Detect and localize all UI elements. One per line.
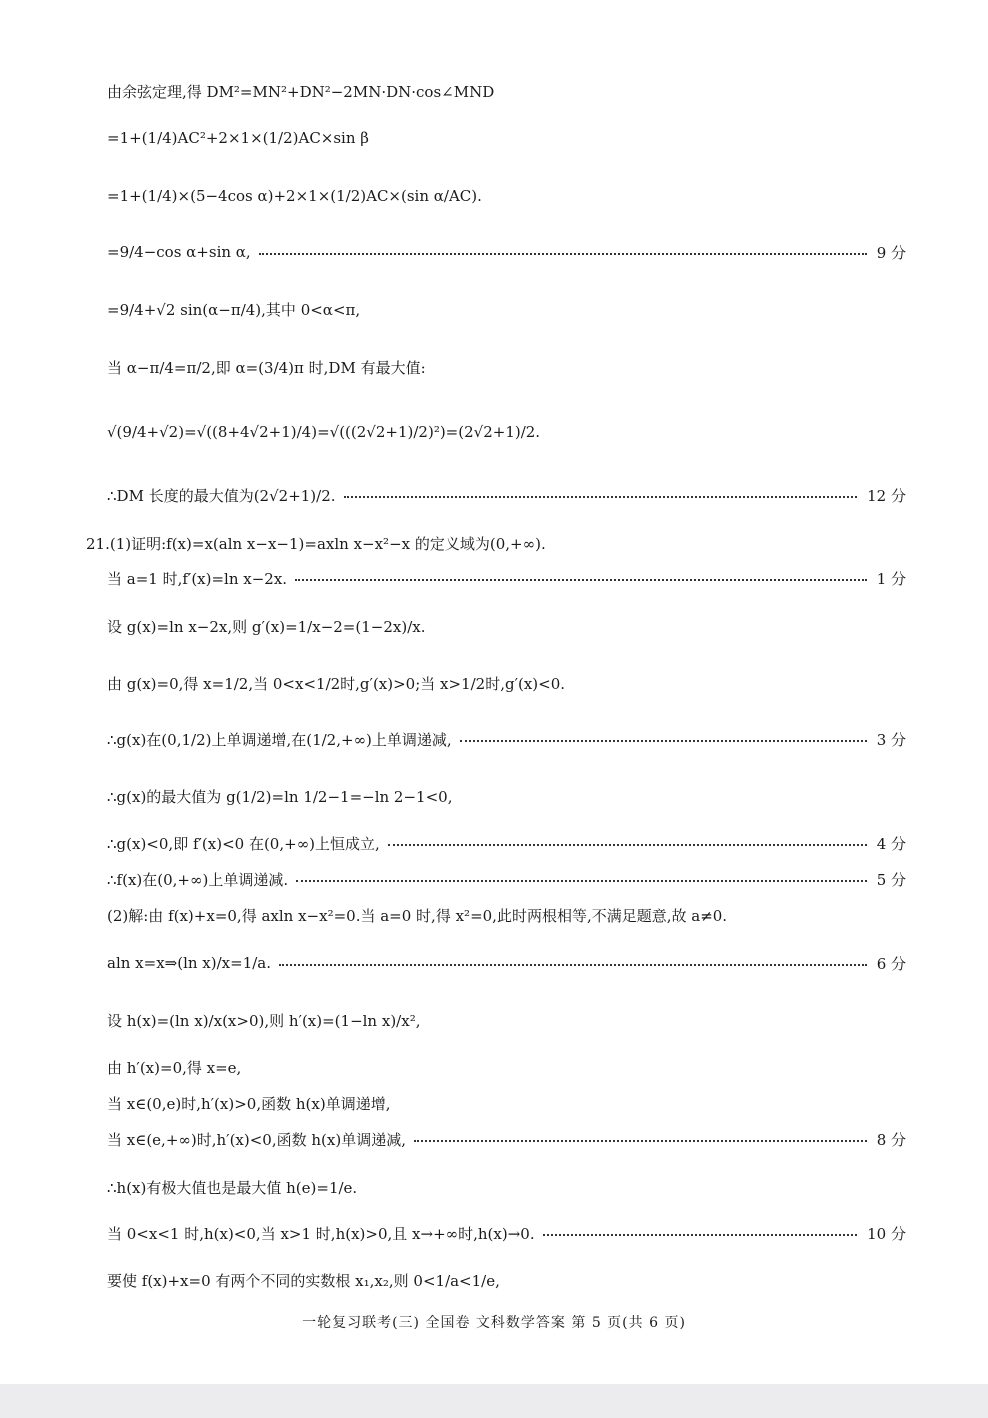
solution-text: ∴h(x)有极大值也是最大值 h(e)=1/e. — [107, 1178, 358, 1197]
solution-text: 当 0<x<1 时,h(x)<0,当 x>1 时,h(x)>0,且 x→+∞时,h(x)→0. — [107, 1224, 535, 1243]
dot-leader — [279, 964, 867, 966]
solution-text: aln x=x⇒(ln x)/x=1/a. — [107, 954, 272, 972]
dot-leader — [344, 496, 858, 498]
solution-line — [107, 861, 906, 897]
score-marker: 8 分 — [876, 1130, 906, 1149]
dot-leader — [388, 844, 867, 846]
solution-text: (2)解:由 f(x)+x=0,得 axln x−x²=0.当 a=0 时,得 x²=0,此时两根相等,不满足题意,故 a≠0. — [107, 906, 728, 925]
solution-line — [107, 560, 906, 596]
score-marker: 3 分 — [876, 730, 906, 749]
solution-text: 由余弦定理,得 DM²=MN²+DN²−2MN·DN·cos∠MND — [107, 82, 495, 101]
solution-line — [107, 120, 906, 156]
solution-line — [107, 608, 906, 644]
score-marker: 1 分 — [876, 569, 906, 588]
solution-text: ∴g(x)<0,即 f′(x)<0 在(0,+∞)上恒成立, — [107, 834, 380, 853]
solution-text: √(9/4+√2)=√((8+4√2+1)/4)=√(((2√2+1)/2)²)=(2√2+1)/2. — [107, 423, 541, 441]
score-marker: 10 分 — [867, 1224, 906, 1243]
dot-leader — [295, 579, 867, 581]
solution-line — [107, 414, 906, 450]
dot-leader — [296, 880, 867, 882]
dot-leader — [414, 1140, 867, 1142]
solution-text: 由 g(x)=0,得 x=1/2,当 0<x<1/2时,g′(x)>0;当 x>1/2时,g′(x)<0. — [107, 674, 566, 693]
solution-line — [107, 665, 906, 701]
solution-text: 设 h(x)=(ln x)/x(x>0),则 h′(x)=(1−ln x)/x², — [107, 1011, 421, 1030]
solution-text: ∴f(x)在(0,+∞)上单调递减. — [107, 870, 289, 889]
solution-text: 当 α−π/4=π/2,即 α=(3/4)π 时,DM 有最大值: — [107, 358, 426, 377]
solution-text: =1+(1/4)AC²+2×1×(1/2)AC×sin β — [107, 129, 369, 147]
solution-line — [107, 1215, 906, 1251]
solution-line — [107, 1169, 906, 1205]
solution-line — [107, 477, 906, 513]
solution-line — [107, 1121, 906, 1157]
solution-line — [107, 721, 906, 757]
score-marker: 9 分 — [876, 243, 906, 262]
solution-text: 由 h′(x)=0,得 x=e, — [107, 1058, 242, 1077]
solution-line — [107, 897, 906, 933]
solution-text: =9/4−cos α+sin α, — [107, 243, 251, 261]
solution-text: ∴g(x)在(0,1/2)上单调递增,在(1/2,+∞)上单调递减, — [107, 730, 452, 749]
solution-text: 21.(1)证明:f(x)=x(aln x−x−1)=axln x−x²−x 的定义域为(0,+∞). — [86, 534, 546, 553]
solution-line — [107, 234, 906, 270]
dot-leader — [460, 740, 867, 742]
score-marker: 6 分 — [876, 954, 906, 973]
dot-leader — [543, 1234, 858, 1236]
solution-text: 要使 f(x)+x=0 有两个不同的实数根 x₁,x₂,则 0<1/a<1/e, — [107, 1271, 500, 1290]
score-marker: 4 分 — [876, 834, 906, 853]
solution-text: ∴g(x)的最大值为 g(1/2)=ln 1/2−1=−ln 2−1<0, — [107, 787, 453, 806]
solution-line — [107, 291, 906, 327]
solution-line — [107, 945, 906, 981]
solution-text: ∴DM 长度的最大值为(2√2+1)/2. — [107, 486, 336, 505]
solution-line — [107, 178, 906, 214]
score-marker: 5 分 — [876, 870, 906, 889]
solution-line — [107, 825, 906, 861]
page-footer: 一轮复习联考(三) 全国卷 文科数学答案 第 5 页(共 6 页) — [302, 1315, 686, 1331]
solution-line — [86, 525, 906, 561]
solution-line — [107, 1262, 906, 1298]
solution-text: =1+(1/4)×(5−4cos α)+2×1×(1/2)AC×(sin α/AC). — [107, 187, 482, 205]
solution-text: 当 a=1 时,f′(x)=ln x−2x. — [107, 569, 288, 588]
solution-text: 当 x∈(e,+∞)时,h′(x)<0,函数 h(x)单调递减, — [107, 1130, 406, 1149]
solution-line — [107, 73, 906, 109]
solution-line — [107, 1085, 906, 1121]
viewer-bottom-band — [0, 1384, 988, 1418]
solution-text: =9/4+√2 sin(α−π/4),其中 0<α<π, — [107, 300, 361, 319]
solution-line — [107, 1002, 906, 1038]
solution-line — [107, 349, 906, 385]
solution-line — [107, 778, 906, 814]
dot-leader — [259, 253, 867, 255]
score-marker: 12 分 — [867, 486, 906, 505]
solution-line — [107, 1049, 906, 1085]
solution-text: 当 x∈(0,e)时,h′(x)>0,函数 h(x)单调递增, — [107, 1094, 391, 1113]
solution-text: 设 g(x)=ln x−2x,则 g′(x)=1/x−2=(1−2x)/x. — [107, 617, 426, 636]
